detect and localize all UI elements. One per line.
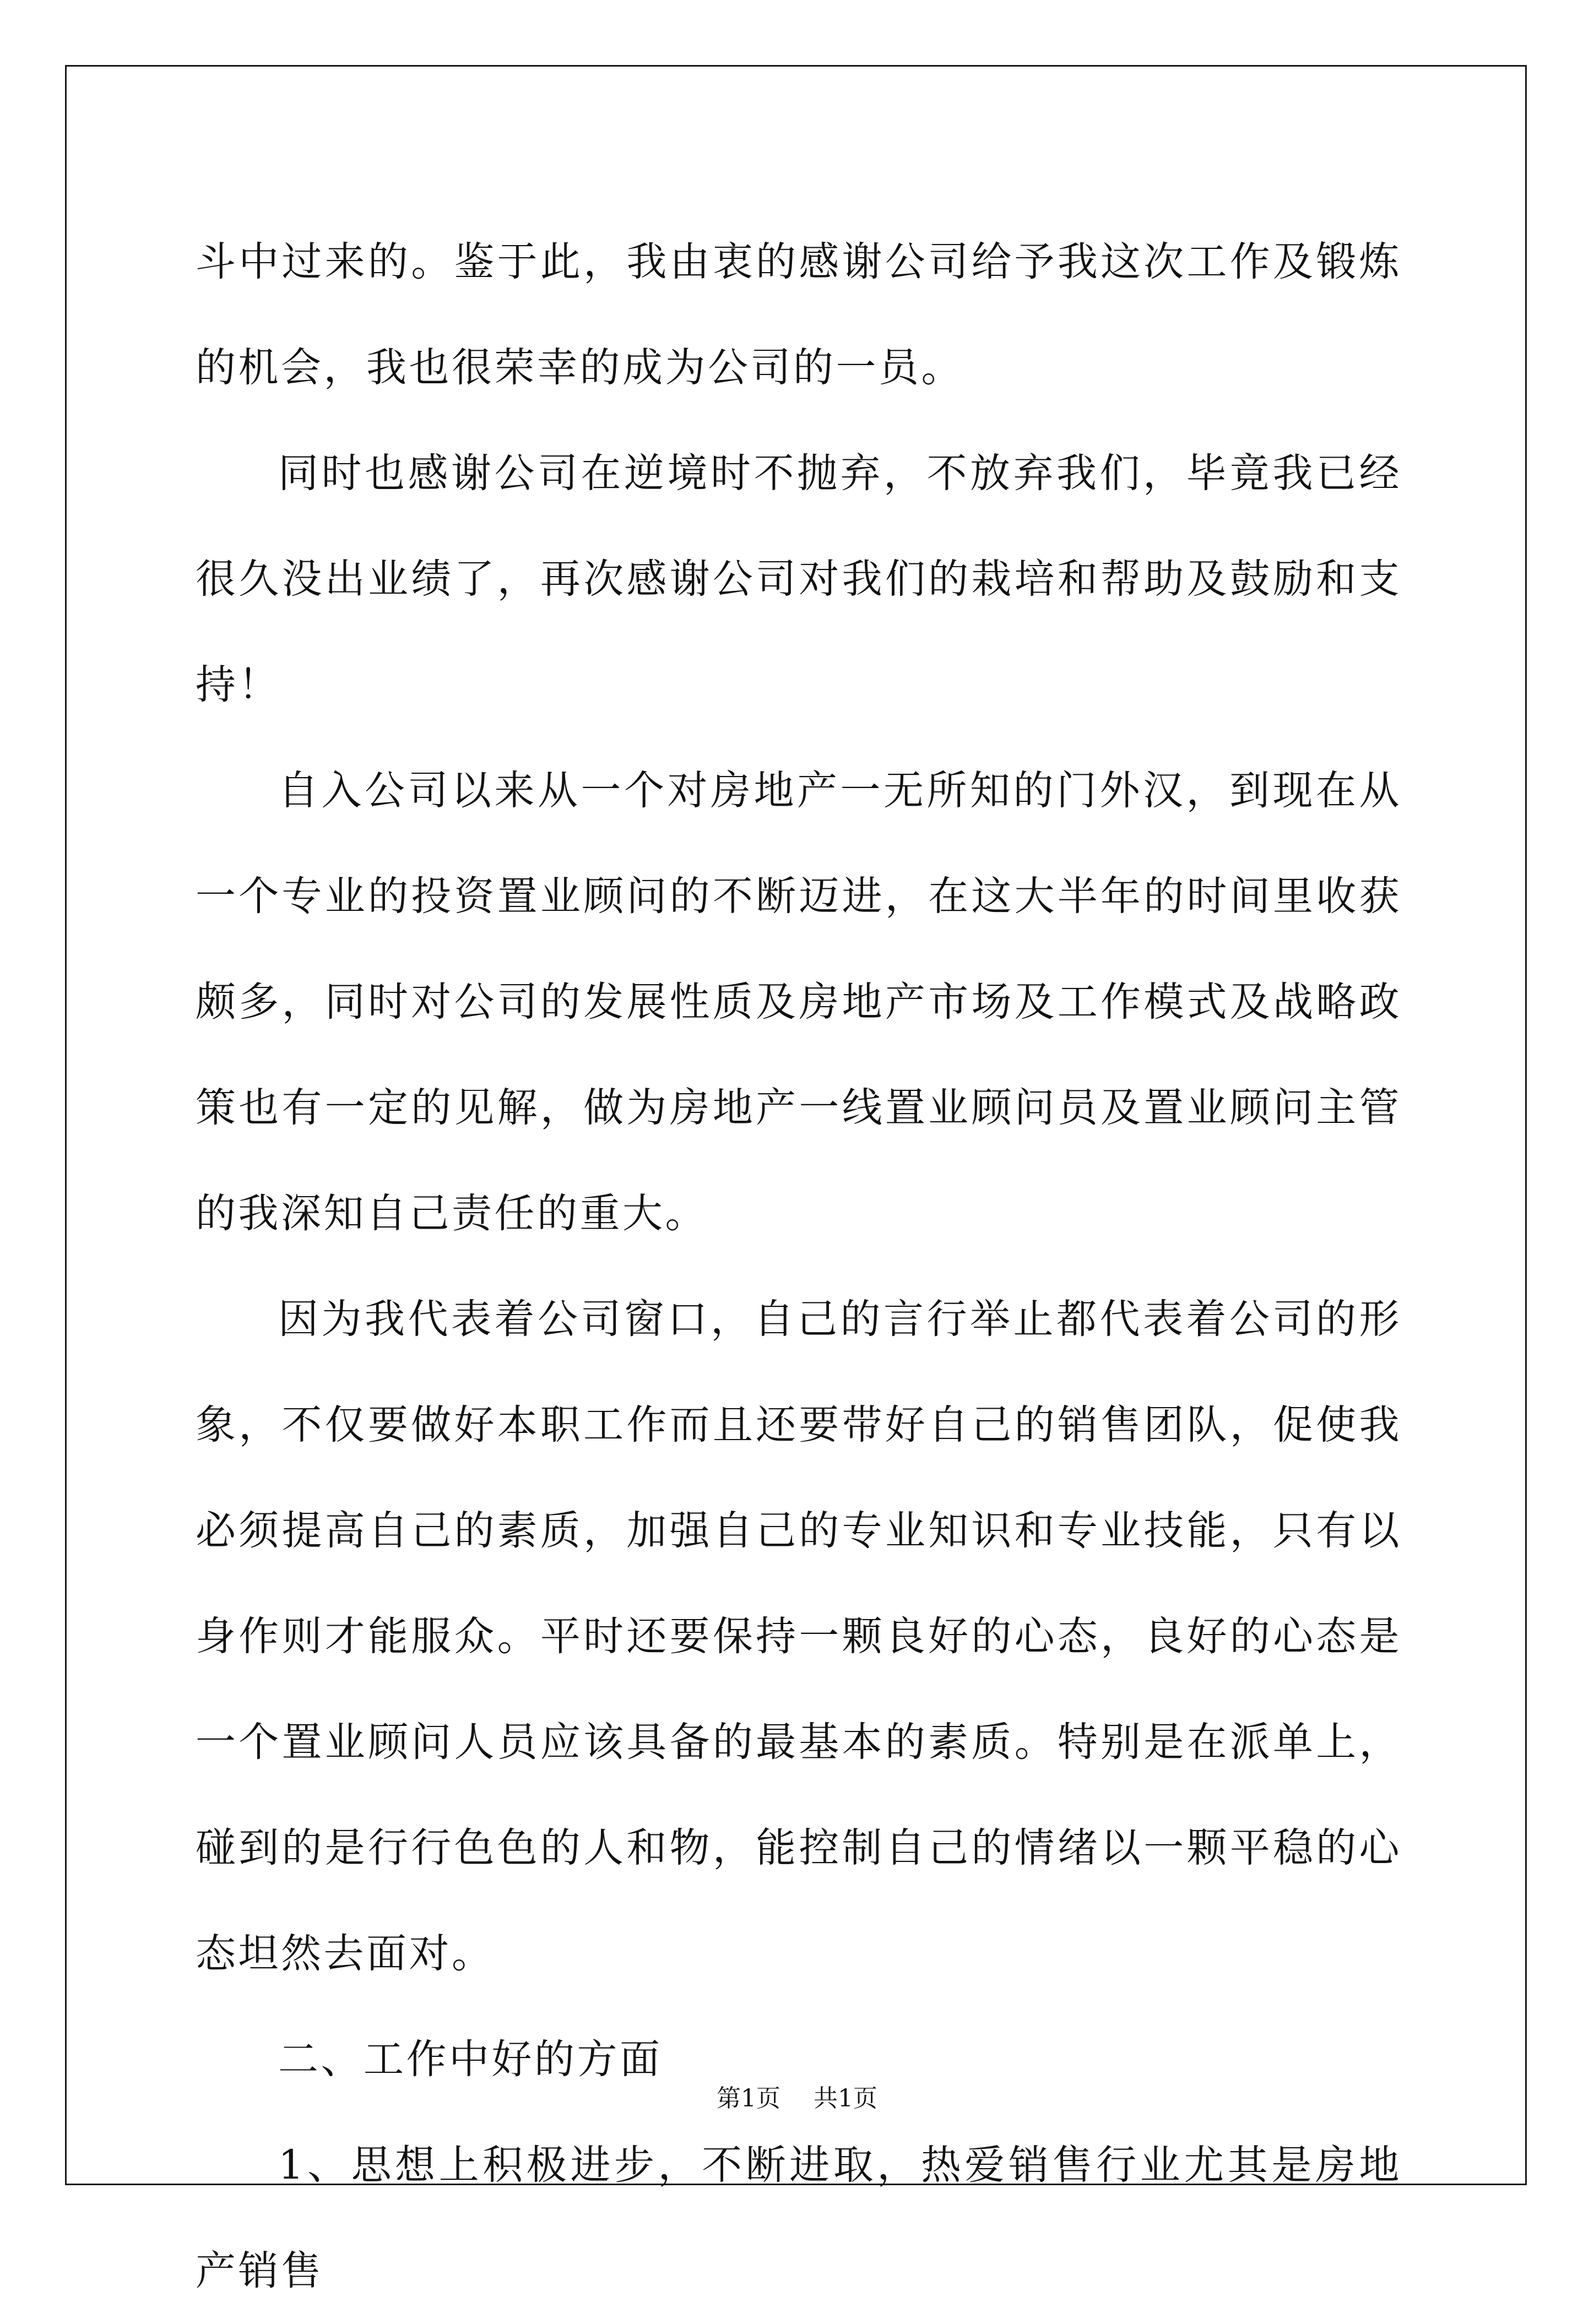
paragraph-5: 1、思想上积极进步，不断进取，热爱销售行业尤其是房地产销售: [196, 2142, 1402, 2294]
section-heading: 二、工作中好的方面: [278, 2036, 663, 2083]
paragraph-1: 斗中过来的。鉴于此，我由衷的感谢公司给予我这次工作及锻炼的机会，我也很荣幸的成为公司的一员。: [196, 238, 1402, 391]
page-footer: [0, 2082, 1594, 2115]
page-number: 第1页: [717, 2084, 780, 2113]
paragraph-2: 同时也感谢公司在逆境时不抛弃，不放弃我们，毕竟我已经很久没出业绩了，再次感谢公司对我们的栽培和帮助及鼓励和支持！: [196, 450, 1402, 708]
document-body: [196, 209, 1402, 2324]
paragraph-3: 自入公司以来从一个对房地产一无所知的门外汉，到现在从一个专业的投资置业顾问的不断迈进，在这大半年的时间里收获颇多，同时对公司的发展性质及房地产市场及工作模式及战略政策也有一定的见解，做为房地产一线置业顾问员及置业顾问主管的我深知自己责任的重大。: [196, 767, 1402, 1237]
paragraph-4: 因为我代表着公司窗口，自己的言行举止都代表着公司的形象，不仅要做好本职工作而且还要带好自己的销售团队，促使我必须提高自己的素质，加强自己的专业知识和专业技能，只有以身作则才能服众。平时还要保持一颗良好的心态，良好的心态是一个置业顾问人员应该具备的最基本的素质。特别是在派单上，碰到的是行行色色的人和物，能控制自己的情绪以一颗平稳的心态坦然去面对。: [196, 1296, 1402, 1977]
page-total: 共1页: [814, 2084, 877, 2113]
